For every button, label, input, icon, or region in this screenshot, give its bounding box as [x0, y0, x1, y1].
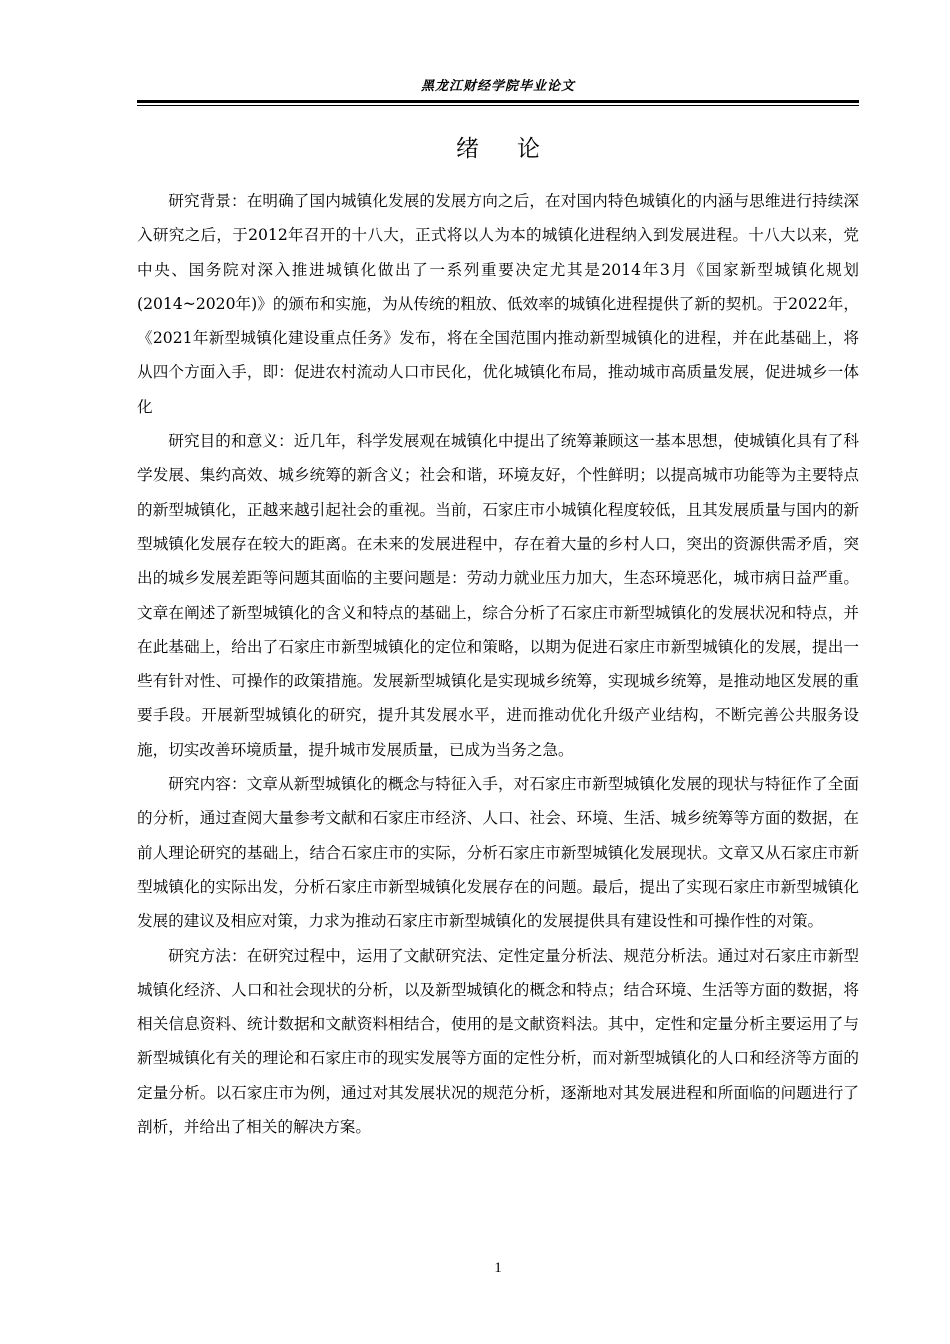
paragraph-background: 研究背景：在明确了国内城镇化发展的发展方向之后，在对国内特色城镇化的内涵与思维进行持续深入研究之后，于2012年召开的十八大，正式将以人为本的城镇化进程纳入到发展进程。十八大以来，党中央、国务院对深入推进城镇化做出了一系列重要决定尤其是2014年3月《国家新型城镇化规划(2014~2020年)》的颁布和实施，为从传统的粗放、低效率的城镇化进程提供了新的契机。于2022年，《2021年新型城镇化建设重点任务》发布，将在全国范围内推动新型城镇化的进程，并在此基础上，将从四个方面入手，即：促进农村流动人口市民化，优化城镇化布局，推动城市高质量发展，促进城乡一体化 [137, 192, 859, 416]
paragraph-purpose: 研究目的和意义：近几年，科学发展观在城镇化中提出了统筹兼顾这一基本思想，使城镇化具有了科学发展、集约高效、城乡统筹的新含义；社会和谐，环境友好，个性鲜明；以提高城市功能等为主要特点的新型城镇化，正越来越引起社会的重视。当前，石家庄市小城镇化程度较低，且其发展质量与国内的新型城镇化发展存在较大的距离。在未来的发展进程中，存在着大量的乡村人口，突出的资源供需矛盾，突出的城乡发展差距等问题其面临的主要问题是：劳动力就业压力加大，生态环境恶化，城市病日益严重。文章在阐述了新型城镇化的含义和特点的基础上，综合分析了石家庄市新型城镇化的发展状况和特点，并在此基础上，给出了石家庄市新型城镇化的定位和策略，以期为促进石家庄市新型城镇化的发展，提出一些有针对性、可操作的政策措施。发展新型城镇化是实现城乡统筹，实现城乡统筹，是推动地区发展的重要手段。开展新型城镇化的研究，提升其发展水平，进而推动优化升级产业结构，不断完善公共服务设施，切实改善环境质量，提升城市发展质量，已成为当务之急。 [137, 432, 859, 759]
page-number: 1 [494, 1260, 502, 1276]
header-rule-thin [137, 105, 859, 106]
paragraph-content: 研究内容：文章从新型城镇化的概念与特征入手，对石家庄市新型城镇化发展的现状与特征作了全面的分析，通过查阅大量参考文献和石家庄市经济、人口、社会、环境、生活、城乡统筹等方面的数据，在前人理论研究的基础上，结合石家庄市的实际，分析石家庄市新型城镇化发展现状。文章又从石家庄市新型城镇化的实际出发，分析石家庄市新型城镇化发展存在的问题。最后，提出了实现石家庄市新型城镇化发展的建议及相应对策，力求为推动石家庄市新型城镇化的发展提供具有建设性和可操作性的对策。 [137, 775, 859, 931]
paragraph-methods: 研究方法：在研究过程中，运用了文献研究法、定性定量分析法、规范分析法。通过对石家庄市新型城镇化经济、人口和社会现状的分析，以及新型城镇化的概念和特点；结合环境、生活等方面的数据，将相关信息资料、统计数据和文献资料相结合，使用的是文献资料法。其中，定性和定量分析主要运用了与新型城镇化有关的理论和石家庄市的现实发展等方面的定性分析，而对新型城镇化的人口和经济等方面的定量分析。以石家庄市为例，通过对其发展状况的规范分析，逐渐地对其发展进程和所面临的问题进行了剖析，并给出了相关的解决方案。 [137, 946, 859, 1137]
body-text [137, 184, 859, 1144]
running-header: 黑龙江财经学院毕业论文 [420, 79, 575, 94]
header-rule-thick [137, 100, 859, 103]
section-title: 绪论 [456, 136, 578, 162]
